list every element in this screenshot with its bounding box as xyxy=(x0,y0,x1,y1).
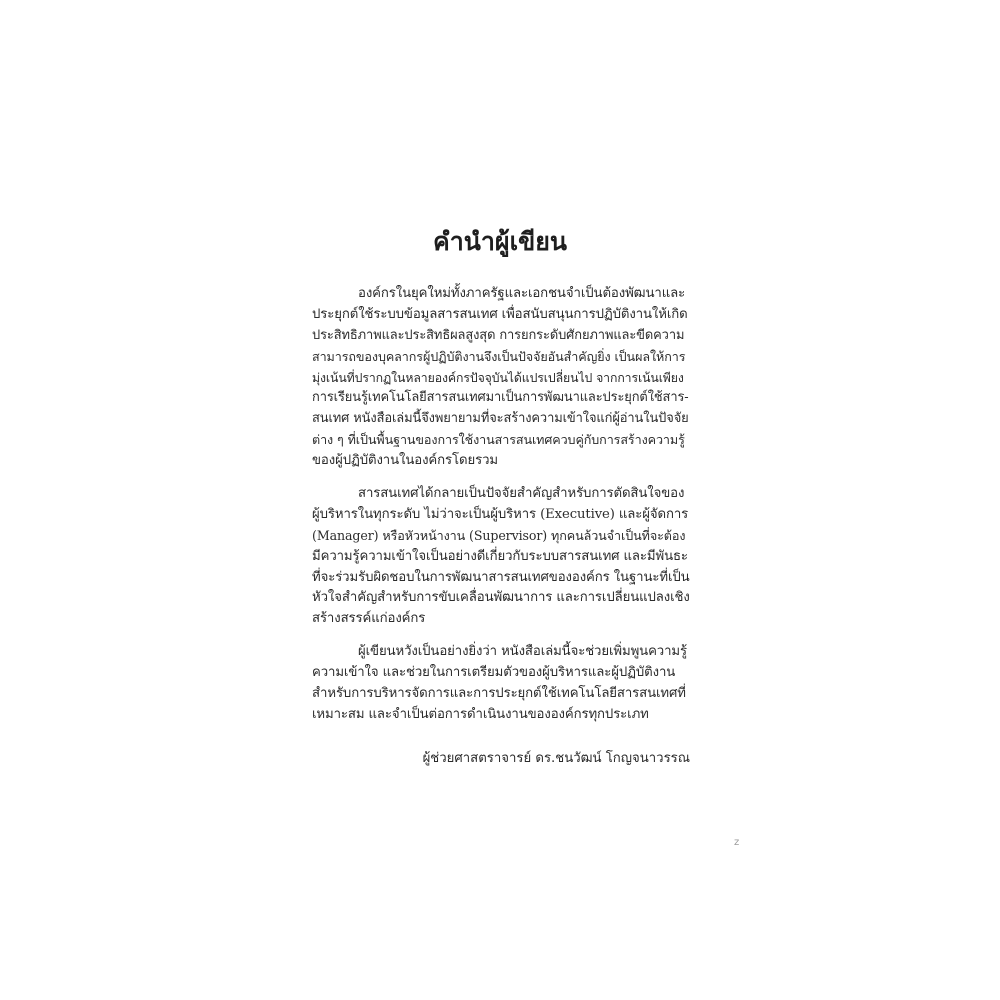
text-line: ต่าง ๆ ที่เป็นพื้นฐานของการใช้งานสารสนเทศควบคู่กับการสร้างความรู้ xyxy=(312,432,685,448)
text-line: ความเข้าใจ และช่วยในการเตรียมตัวของผู้บริหารและผู้ปฏิบัติงาน xyxy=(312,665,676,681)
text-line: ผู้เขียนหวังเป็นอย่างยิ่งว่า หนังสือเล่มนี้จะช่วยเพิ่มพูนความรู้ xyxy=(358,644,687,660)
text-line: ของผู้ปฏิบัติงานในองค์กรโดยรวม xyxy=(312,453,498,469)
text-line: สำหรับการบริหารจัดการและการประยุกต์ใช้เทคโนโลยีสารสนเทศที่ xyxy=(312,686,686,702)
paragraph-spacer xyxy=(312,472,690,484)
text-line: การเรียนรู้เทคโนโลยีสารสนเทศมาเป็นการพัฒนาและประยุกต์ใช้สาร- xyxy=(312,390,689,406)
text-line: ผู้บริหารในทุกระดับ ไม่ว่าจะเป็นผู้บริหาร (Executive) และผู้จัดการ xyxy=(312,506,689,522)
text-line: ประยุกต์ใช้ระบบข้อมูลสารสนเทศ เพื่อสนับสนุนการปฏิบัติงานให้เกิด xyxy=(312,306,688,322)
preface-body xyxy=(312,284,690,726)
text-line: ที่จะร่วมรับผิดชอบในการพัฒนาสารสนเทศขององค์กร ในฐานะที่เป็น xyxy=(312,569,690,585)
text-line: สามารถของบุคลากรผู้ปฏิบัติงานจึงเป็นปัจจัยอันสำคัญยิ่ง เป็นผลให้การ xyxy=(312,348,686,364)
text-line: สารสนเทศได้กลายเป็นปัจจัยสำคัญสำหรับการตัดสินใจของ xyxy=(358,486,685,502)
paragraph-1 xyxy=(312,284,690,472)
page-number: z xyxy=(734,837,740,848)
text-line: (Manager) หรือหัวหน้างาน (Supervisor) ทุกคนล้วนจำเป็นที่จะต้อง xyxy=(312,527,686,543)
text-line: สร้างสรรค์แก่องค์กร xyxy=(312,611,426,627)
text-line: เหมาะสม และจำเป็นต่อการดำเนินงานขององค์กรทุกประเภท xyxy=(312,706,649,722)
text-line: องค์กรในยุคใหม่ทั้งภาครัฐและเอกชนจำเป็นต้องพัฒนาและ xyxy=(358,286,686,301)
author-signature: ผู้ช่วยศาสตราจารย์ ดร.ชนวัฒน์ โกญจนาวรรณ xyxy=(422,751,690,766)
paragraph-spacer xyxy=(312,630,690,642)
text-line: ประสิทธิภาพและประสิทธิผลสูงสุด การยกระดับศักยภาพและขีดความ xyxy=(312,327,685,343)
page-title: คำนำผู้เขียน xyxy=(433,227,567,256)
text-line: หัวใจสำคัญสำหรับการขับเคลื่อนพัฒนาการ และการเปลี่ยนแปลงเชิง xyxy=(312,590,690,606)
paragraph-3 xyxy=(312,642,690,726)
paragraph-2 xyxy=(312,484,690,630)
text-line: มีความรู้ความเข้าใจเป็นอย่างดีเกี่ยวกับระบบสารสนเทศ และมีพันธะ xyxy=(312,548,688,564)
text-line: สนเทศ หนังสือเล่มนี้จึงพยายามที่จะสร้างความเข้าใจแก่ผู้อ่านในปัจจัย xyxy=(312,411,689,427)
text-line: มุ่งเน้นที่ปรากฏในหลายองค์กรปัจจุบันได้แปรเปลี่ยนไป จากการเน้นเพียง xyxy=(312,370,684,385)
